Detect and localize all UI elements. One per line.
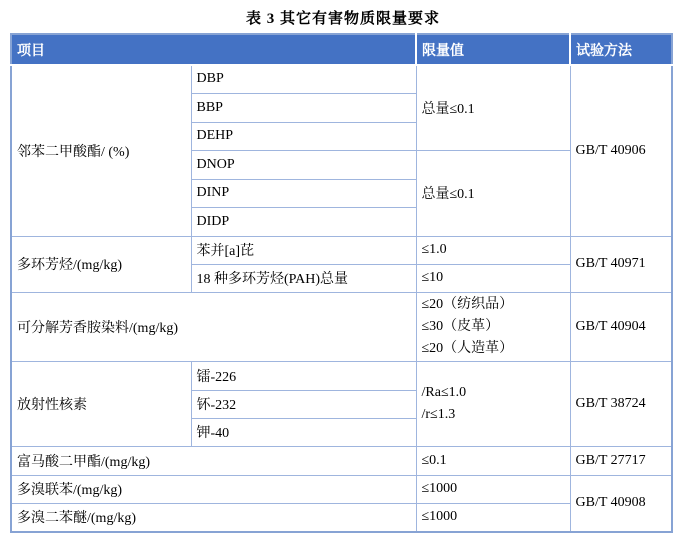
header-row xyxy=(11,34,672,65)
pbde-name-cell: 多溴二苯醚/(mg/kg) xyxy=(11,503,416,532)
pbb-pbde-method-cell: GB/T 40908 xyxy=(570,475,672,532)
pah-limit-cell-2: ≤10 xyxy=(416,264,570,292)
sub-item-cell-didp: DIDP xyxy=(191,207,416,236)
sub-item-cell-bbp: BBP xyxy=(191,93,416,122)
header-method: 试验方法 xyxy=(570,34,672,65)
azo-dyes-method-cell: GB/T 40904 xyxy=(570,292,672,361)
table-row xyxy=(11,446,672,475)
header-item: 项目 xyxy=(11,34,416,65)
table-row xyxy=(11,361,672,390)
pah-group-name-cell: 多环芳烃/(mg/kg) xyxy=(11,236,191,292)
azo-limit-leather: ≤30（皮革） xyxy=(421,318,500,334)
phthalates-limit-cell-1: 总量≤0.1 xyxy=(416,65,570,150)
radionuclides-group-name-cell: 放射性核素 xyxy=(11,361,191,446)
azo-limit-artificial-leather: ≤20（人造革） xyxy=(421,340,514,356)
table-row xyxy=(11,475,672,503)
table-row xyxy=(11,236,672,264)
radionuclides-method-cell: GB/T 38724 xyxy=(570,361,672,446)
sub-item-cell-dbp: DBP xyxy=(191,65,416,93)
sub-item-cell-bap: 苯并[a]芘 xyxy=(191,236,416,264)
sub-item-cell-232: 钚-232 xyxy=(191,390,416,418)
azo-dyes-name-cell: 可分解芳香胺染料/(mg/kg) xyxy=(11,292,416,361)
sub-item-cell-k40: 钾-40 xyxy=(191,418,416,446)
harmful-substances-limit-table xyxy=(10,33,673,533)
radio-limit-ra: /Ra≤1.0 xyxy=(421,384,467,400)
pbb-name-cell: 多溴联苯/(mg/kg) xyxy=(11,475,416,503)
sub-item-cell-dnop: DNOP xyxy=(191,150,416,179)
phthalates-group-name-cell: 邻苯二甲酸酯/ (%) xyxy=(11,65,191,236)
fumarate-limit-cell: ≤0.1 xyxy=(416,446,570,475)
fumarate-method-cell: GB/T 27717 xyxy=(570,446,672,475)
phthalates-method-cell: GB/T 40906 xyxy=(570,65,672,236)
header-limit: 限量值 xyxy=(416,34,570,65)
radio-limit-r: /r≤1.3 xyxy=(421,406,456,422)
pah-limit-cell-1: ≤1.0 xyxy=(416,236,570,264)
sub-item-cell-ra226: 镭-226 xyxy=(191,361,416,390)
azo-dyes-limit-cell xyxy=(416,292,570,361)
table-title: 表 3 其它有害物质限量要求 xyxy=(245,11,440,27)
fumarate-name-cell: 富马酸二甲酯/(mg/kg) xyxy=(11,446,416,475)
table-row xyxy=(11,292,672,361)
sub-item-cell-dinp: DINP xyxy=(191,179,416,207)
pbb-limit-cell: ≤1000 xyxy=(416,475,570,503)
sub-item-cell-dehp: DEHP xyxy=(191,122,416,150)
pah-method-cell: GB/T 40971 xyxy=(570,236,672,292)
radionuclides-limit-cell xyxy=(416,361,570,446)
azo-limit-textile: ≤20（纺织品） xyxy=(421,296,514,312)
sub-item-cell-pah-total: 18 种多环芳烃(PAH)总量 xyxy=(191,264,416,292)
table-row xyxy=(11,65,672,93)
pbde-limit-cell: ≤1000 xyxy=(416,503,570,532)
phthalates-limit-cell-2: 总量≤0.1 xyxy=(416,150,570,236)
